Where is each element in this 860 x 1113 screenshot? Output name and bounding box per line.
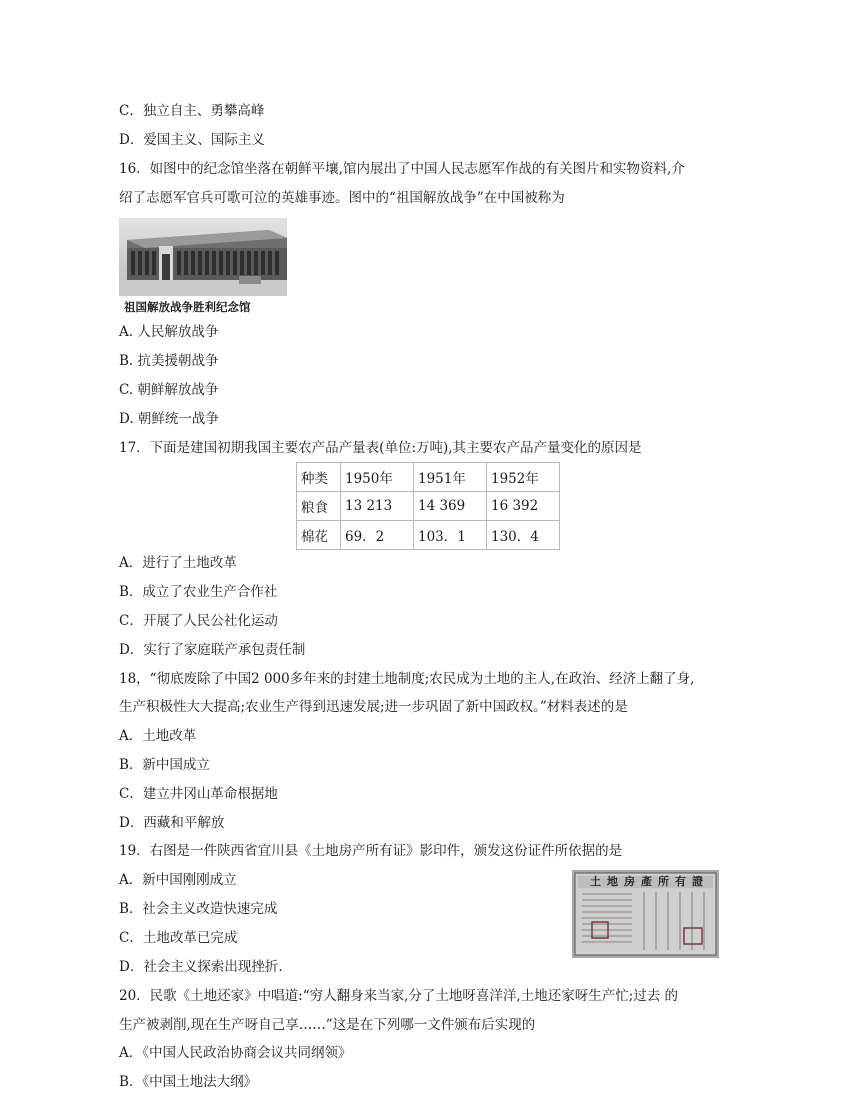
table-cell: 103．1 (414, 521, 487, 550)
table-row (297, 521, 560, 550)
table-cell: 69．2 (341, 521, 414, 550)
q17-option-c: C．开展了人民公社化运动 (119, 613, 278, 629)
q19-option-d: D．社会主义探索出现挫折. (119, 959, 283, 975)
certificate-title: 土地房產所有證 (590, 875, 709, 888)
table-cell: 16 392 (487, 492, 560, 521)
q18-option-a: A．土地改革 (119, 728, 197, 744)
q16-option-d: D. 朝鲜统一战争 (119, 411, 219, 427)
q18-option-d: D．西藏和平解放 (119, 815, 225, 831)
q15-option-d: D．爱国主义、国际主义 (119, 132, 265, 148)
q19-stem: 19．右图是一件陕西省宜川县《土地房产所有证》影印件，颁发这份证件所依据的是 (119, 843, 623, 859)
table-cell: 棉花 (297, 521, 341, 550)
q20-stem-line2: 生产被剥削,现在生产呀自己享……”这是在下列哪一文件颁布后实现的 (119, 1017, 536, 1033)
table-header-cell: 1950年 (341, 463, 414, 492)
q18-stem-line1: 18，“彻底废除了中国2 000多年来的封建土地制度;农民成为土地的主人,在政治、经济上翻了身, (119, 671, 695, 687)
q18-stem-line2: 生产积极性大大提高;农业生产得到迅速发展;进一步巩固了新中国政权。”材料表述的是 (119, 699, 628, 715)
table-header-cell: 1952年 (487, 463, 560, 492)
q17-stem: 17．下面是建国初期我国主要农产品产量表(单位:万吨),其主要农产品产量变化的原因是 (119, 440, 642, 456)
q16-stem-line2: 绍了志愿军官兵可歌可泣的英雄事迹。图中的“祖国解放战争”在中国被称为 (119, 190, 565, 206)
table-cell: 粮食 (297, 492, 341, 521)
table-cell: 14 369 (414, 492, 487, 521)
q20-stem-line1: 20．民歌《土地还家》中唱道:“穷人翻身来当家,分了土地呀喜洋洋,土地还家呀生产忙;过去 的 (119, 988, 679, 1004)
table-cell: 13 213 (341, 492, 414, 521)
q16-option-c: C. 朝鲜解放战争 (119, 382, 219, 398)
q19-option-c: C．土地改革已完成 (119, 930, 238, 946)
q20-option-b: B．《中国土地法大纲》 (119, 1074, 258, 1090)
table-header-cell: 1951年 (414, 463, 487, 492)
q18-option-c: C．建立井冈山革命根据地 (119, 786, 278, 802)
q15-option-c: C．独立自主、勇攀高峰 (119, 103, 265, 119)
table-row (297, 492, 560, 521)
q17-option-d: D．实行了家庭联产承包责任制 (119, 642, 306, 658)
land-certificate-image (572, 870, 719, 958)
q19-option-a: A．新中国刚刚成立 (119, 872, 237, 888)
memorial-hall-photo (119, 218, 287, 296)
q18-option-b: B．新中国成立 (119, 757, 210, 773)
q17-option-b: B．成立了农业生产合作社 (119, 584, 278, 600)
production-table (296, 462, 560, 550)
q16-option-b: B. 抗美援朝战争 (119, 353, 219, 369)
q19-option-b: B．社会主义改造快速完成 (119, 901, 278, 917)
q16-option-a: A. 人民解放战争 (119, 324, 219, 340)
q16-stem-line1: 16．如图中的纪念馆坐落在朝鲜平壤,馆内展出了中国人民志愿军作战的有关图片和实物资料,介 (119, 161, 685, 177)
table-cell: 130．4 (487, 521, 560, 550)
q20-option-a: A．《中国人民政治协商会议共同纲领》 (119, 1045, 352, 1061)
q17-option-a: A．进行了土地改革 (119, 555, 237, 571)
memorial-photo-caption: 祖国解放战争胜利纪念馆 (124, 300, 251, 314)
table-header-cell: 种类 (297, 463, 341, 492)
table-header-row (297, 463, 560, 492)
